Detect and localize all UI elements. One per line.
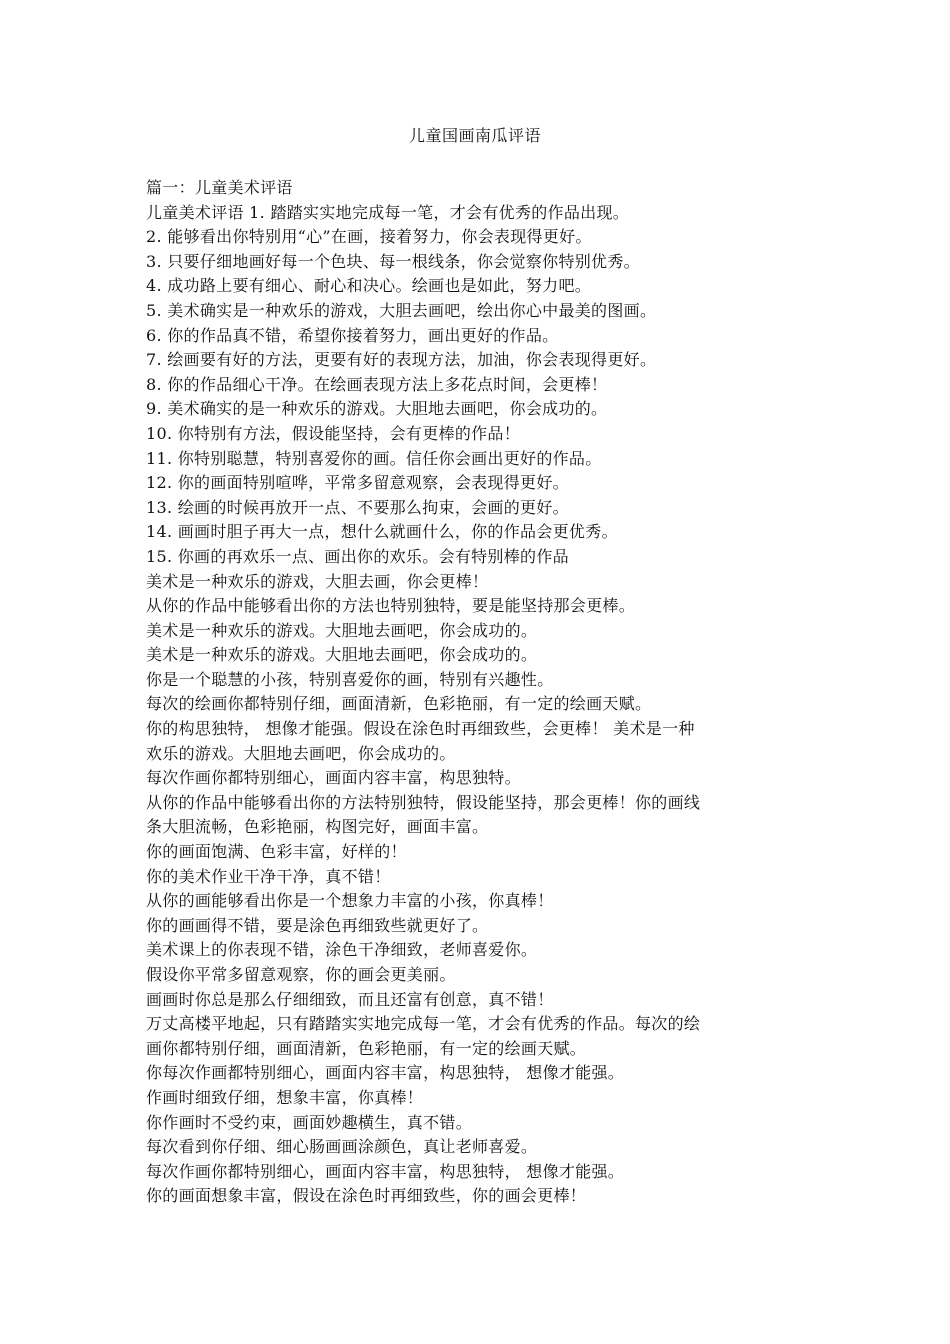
text-line: 你的画面饱满、色彩丰富，好样的！ [146,842,407,862]
section-heading: 篇一：儿童美术评语 [146,178,293,197]
text-line: 10. 你特别有方法，假设能坚持，会有更棒的作品！ [146,423,521,443]
text-line: 你每次作画都特别细心，画面内容丰富，构思独特， 想像才能强。 [146,1063,625,1083]
text-line: 儿童美术评语 1. 踏踏实实地完成每一笔，才会有优秀的作品出现。 [146,202,630,222]
text-line: 美术是一种欢乐的游戏。大胆地去画吧，你会成功的。 [146,645,538,665]
text-line: 2. 能够看出你特别用“心”在画，接着努力，你会表现得更好。 [146,227,592,247]
text-line: 12. 你的画面特别喧哗，平常多留意观察，会表现得更好。 [146,473,569,493]
text-line: 15. 你画的再欢乐一点、画出你的欢乐。会有特别棒的作品 [146,546,569,566]
text-line: 5. 美术确实是一种欢乐的游戏，大胆去画吧，绘出你心中最美的图画。 [146,300,657,320]
text-line: 每次看到你仔细、细心肠画画涂颜色，真让老师喜爱。 [146,1137,538,1157]
text-line: 画画时你总是那么仔细细致，而且还富有创意，真不错！ [146,989,554,1009]
text-line: 欢乐的游戏。大胆地去画吧，你会成功的。 [146,743,456,763]
text-line: 13. 绘画的时候再放开一点、不要那么拘束，会画的更好。 [146,497,569,517]
text-line: 从你的画能够看出你是一个想象力丰富的小孩，你真棒！ [146,891,554,911]
text-line: 万丈高楼平地起，只有踏踏实实地完成每一笔，才会有优秀的作品。每次的绘 [146,1014,701,1034]
text-line: 从你的作品中能够看出你的方法特别独特，假设能坚持，那会更棒！你的画线 [146,792,701,812]
text-line: 3. 只要仔细地画好每一个色块、每一根线条，你会觉察你特别优秀。 [146,251,640,271]
text-line: 条大胆流畅，色彩艳丽，构图完好，画面丰富。 [146,817,489,837]
text-line: 美术课上的你表现不错，涂色干净细致，老师喜爱你。 [146,940,538,960]
text-line: 从你的作品中能够看出你的方法也特别独特，要是能坚持那会更棒。 [146,596,636,616]
text-line: 作画时细致仔细，想象丰富，你真棒！ [146,1087,424,1107]
document-title: 儿童国画南瓜评语 [408,126,541,145]
text-line: 假设你平常多留意观察，你的画会更美丽。 [146,965,456,984]
text-line: 8. 你的作品细心干净。在绘画表现方法上多花点时间，会更棒！ [146,374,608,394]
text-line: 你的画面想象丰富，假设在涂色时再细致些，你的画会更棒！ [146,1186,587,1206]
text-line: 14. 画画时胆子再大一点，想什么就画什么，你的作品会更优秀。 [146,522,618,542]
text-line: 每次的绘画你都特别仔细，画面清新，色彩艳丽，有一定的绘画天赋。 [146,694,652,714]
text-line: 你作画时不受约束，画面妙趣横生，真不错。 [146,1112,473,1132]
text-line: 每次作画你都特别细心，画面内容丰富，构思独特。 [146,768,521,788]
text-line: 你的画画得不错，要是涂色再细致些就更好了。 [146,915,489,935]
text-line: 画你都特别仔细，画面清新，色彩艳丽，有一定的绘画天赋。 [146,1038,587,1058]
text-line: 6. 你的作品真不错，希望你接着努力，画出更好的作品。 [146,325,559,345]
text-line: 11. 你特别聪慧，特别喜爱你的画。信任你会画出更好的作品。 [146,448,602,468]
text-line: 你的美术作业干净干净，真不错！ [146,866,391,886]
text-line: 美术是一种欢乐的游戏。大胆地去画吧，你会成功的。 [146,620,538,640]
text-line: 9. 美术确实的是一种欢乐的游戏。大胆地去画吧，你会成功的。 [146,399,608,419]
text-line: 你是一个聪慧的小孩，特别喜爱你的画，特别有兴趣性。 [146,669,554,689]
text-line: 4. 成功路上要有细心、耐心和决心。绘画也是如此，努力吧。 [146,276,592,296]
text-line: 7. 绘画要有好的方法，更要有好的表现方法，加油，你会表现得更好。 [146,350,657,370]
text-line: 每次作画你都特别细心，画面内容丰富，构思独特， 想像才能强。 [146,1161,625,1181]
text-line: 你的构思独特， 想像才能强。假设在涂色时再细致些，会更棒！ 美术是一种 [146,719,695,739]
text-line: 美术是一种欢乐的游戏，大胆去画，你会更棒！ [146,571,489,591]
document-body [146,176,806,1209]
